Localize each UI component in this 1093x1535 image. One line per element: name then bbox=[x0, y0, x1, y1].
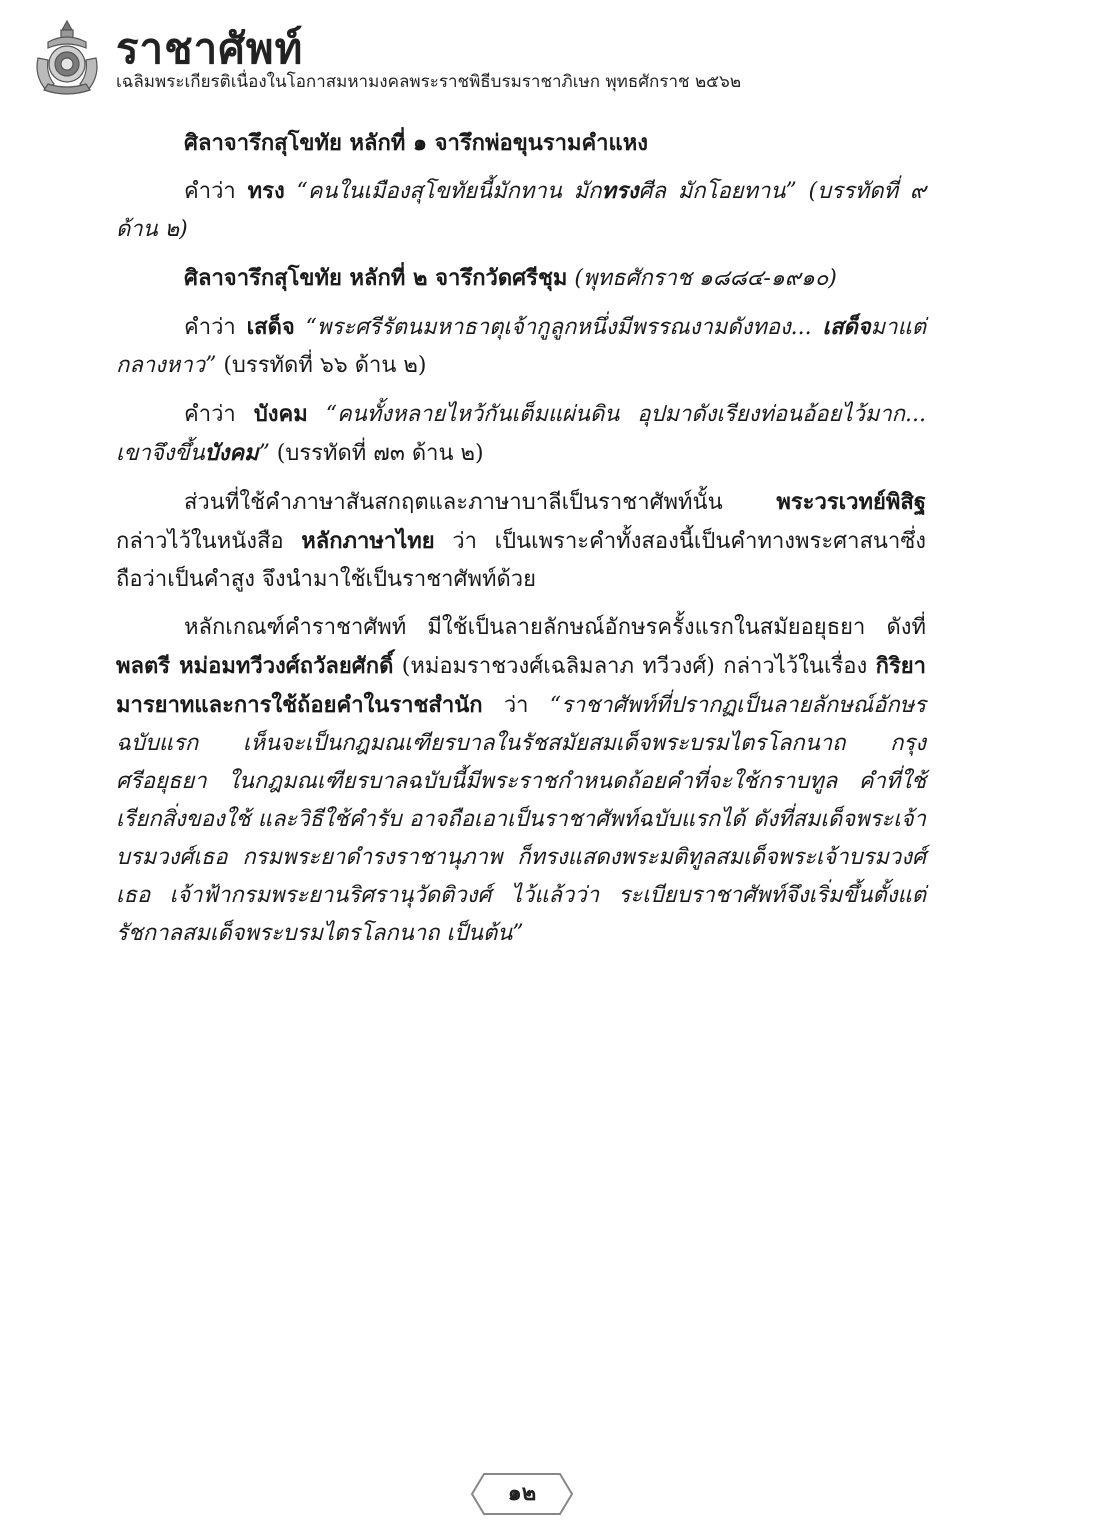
brand-title: ราชาศัพท์ bbox=[116, 24, 304, 73]
paragraph-ayutthaya-rules: หลักเกณฑ์คำราชาศัพท์ มีใช้เป็นลายลักษณ์อักษรครั้งแรกในสมัยอยุธยา ดังที่ พลตรี หม่อมทวีวงศ์ถวัลยศักดิ์ (หม่อมราชวงศ์เฉลิมลาภ ทวีวงศ์) กล่าวไว้ในเรื่อง กิริยามารยาทและการใช้ถ้อยคำในราชสำนัก ว่า “ราชาศัพท์ที่ปรากฏเป็นลายลักษณ์อักษรฉบับแรก เห็นจะเป็นกฎมณเฑียรบาลในรัชสมัยสมเด็จพระบรมไตรโลกนาถ กรุงศรีอยุธยา ในกฎมณเฑียรบาลฉบับนี้มีพระราชกำหนดถ้อยคำที่จะใช้กราบทูล คำที่ใช้เรียกสิ่งของใช้ และวิธีใช้คำรับ อาจถือเอาเป็นราชาศัพท์ฉบับแรกได้ ดังที่สมเด็จพระเจ้าบรมวงศ์เธอ กรมพระยาดำรงราชานุภาพ ก็ทรงแสดงพระมติทูลสมเด็จพระเจ้าบรมวงศ์เธอ เจ้าฟ้ากรมพระยานริศรานุวัดติวงศ์ ไว้แล้วว่า ระเบียบราชาศัพท์จึงเริ่มขึ้นตั้งแต่รัชกาลสมเด็จพระบรมไตรโลกนาถ เป็นต้น” bbox=[116, 615, 927, 946]
paragraph-song: คำว่า ทรง “คนในเมืองสุโขทัยนี้มักทาน มักทรงศีล มักโอยทาน” (บรรทัดที่ ๙ ด้าน ๒) bbox=[116, 178, 926, 242]
document-body bbox=[116, 124, 926, 963]
page-number-badge bbox=[470, 1472, 574, 1516]
paragraph-sanskrit-pali: ส่วนที่ใช้คำภาษาสันสกฤตและภาษาบาลีเป็นราชาศัพท์นั้น พระวรเวทย์พิสิฐ กล่าวไว้ในหนังสือ หลักภาษาไทย ว่า เป็นเพราะคำทั้งสองนี้เป็นคำทางพระศาสนาซึ่งถือว่าเป็นคำสูง จึงนำมาใช้เป็นราชาศัพท์ด้วย bbox=[116, 489, 926, 592]
section-heading-inscription-1: ศิลาจารึกสุโขทัย หลักที่ ๑ จารึกพ่อขุนรามคำแหง bbox=[184, 130, 648, 156]
paragraph-sadet: คำว่า เสด็จ “พระศรีรัตนมหาธาตุเจ้ากูลูกหนึ่งมีพรรณงามดังทอง... เสด็จมาแต่กลางหาว” (บรรทัดที่ ๖๖ ด้าน ๒) bbox=[116, 314, 926, 378]
section-heading-inscription-2: ศิลาจารึกสุโขทัย หลักที่ ๒ จารึกวัดศรีชุม (พุทธศักราช ๑๘๘๔-๑๙๑๐) bbox=[184, 265, 837, 291]
paragraph-bangkhom: คำว่า บังคม “คนทั้งหลายไหว้กันเต็มแผ่นดิน อุปมาดังเรียงท่อนอ้อยไว้มาก... เขาจึงขึ้นบังคม” (บรรทัดที่ ๗๓ ด้าน ๒) bbox=[116, 401, 926, 466]
royal-emblem-icon bbox=[28, 18, 106, 96]
page-number: ๑๒ bbox=[507, 1481, 537, 1506]
brand-subtitle: เฉลิมพระเกียรติเนื่องในโอกาสมหามงคลพระราชพิธีบรมราชาภิเษก พุทธศักราช ๒๕๖๒ bbox=[116, 72, 742, 92]
page-header bbox=[28, 18, 1068, 98]
